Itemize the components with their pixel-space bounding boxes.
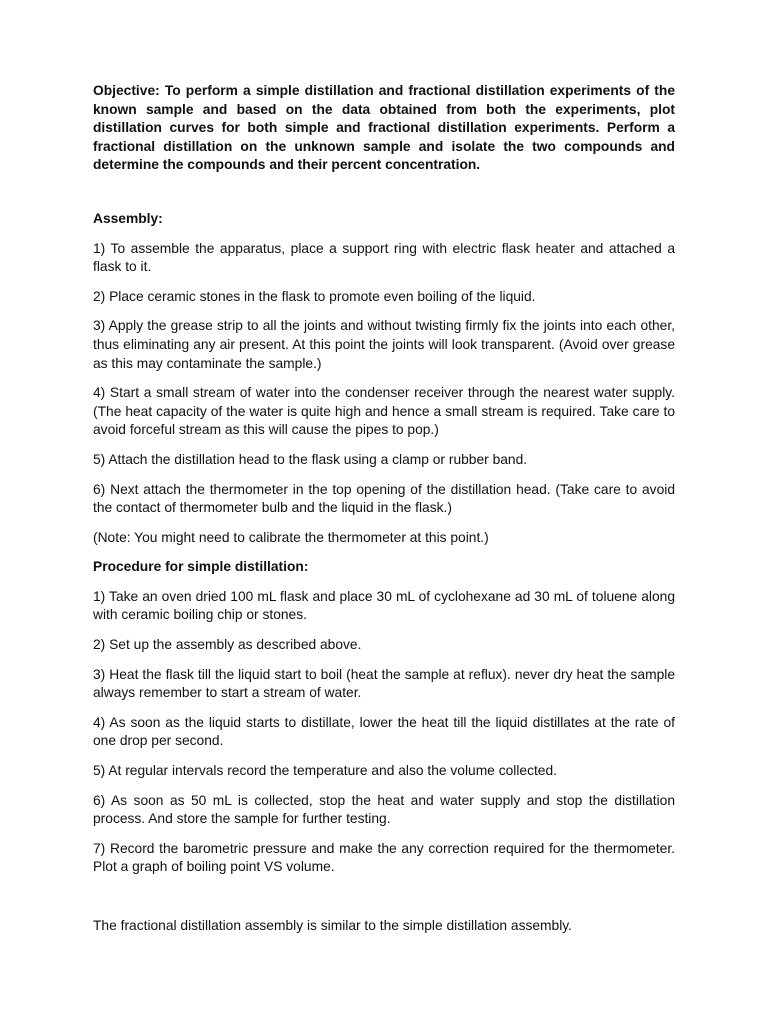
- procedure-step-3: 3) Heat the flask till the liquid start to boil (heat the sample at reflux). never dry heat the sample always remember to start a stream of water.: [93, 666, 675, 701]
- procedure-heading: Procedure for simple distillation:: [93, 559, 309, 575]
- assembly-heading: Assembly:: [93, 210, 163, 226]
- procedure-step-6: 6) As soon as 50 mL is collected, stop the heat and water supply and stop the distillation process. And store the sample for further testing.: [93, 792, 675, 827]
- procedure-step-7: 7) Record the barometric pressure and make the any correction required for the thermometer. Plot a graph of boiling point VS volume.: [93, 840, 675, 875]
- procedure-step-2: 2) Set up the assembly as described above.: [93, 637, 362, 653]
- assembly-step-6: 6) Next attach the thermometer in the top opening of the distillation head. (Take care to avoid the contact of thermometer bulb and the liquid in the flask.): [93, 481, 675, 516]
- assembly-step-4: 4) Start a small stream of water into the condenser receiver through the nearest water supply. (The heat capacity of the water is quite high and hence a small stream is required. Take care to avoid forceful stream as this will cause the pipes to pop.): [93, 385, 675, 438]
- assembly-step-2: 2) Place ceramic stones in the flask to promote even boiling of the liquid.: [93, 288, 536, 304]
- assembly-step-5: 5) Attach the distillation head to the flask using a clamp or rubber band.: [93, 451, 528, 467]
- assembly-step-1: 1) To assemble the apparatus, place a support ring with electric flask heater and attached a flask to it.: [93, 240, 675, 275]
- procedure-step-1: 1) Take an oven dried 100 mL flask and place 30 mL of cyclohexane ad 30 mL of toluene along with ceramic boiling chip or stones.: [93, 588, 675, 623]
- closing-paragraph: The fractional distillation assembly is similar to the simple distillation assembly.: [93, 918, 572, 933]
- procedure-step-4: 4) As soon as the liquid starts to distillate, lower the heat till the liquid distillates at the rate of one drop per second.: [93, 714, 675, 749]
- assembly-note: (Note: You might need to calibrate the thermometer at this point.): [93, 529, 489, 545]
- procedure-step-5: 5) At regular intervals record the temperature and also the volume collected.: [93, 763, 557, 779]
- assembly-step-3: 3) Apply the grease strip to all the joints and without twisting firmly fix the joints into each other, thus eliminating any air present. At this point the joints will look transparent. (Avoid over grease as this may contaminate the sample.): [93, 318, 675, 371]
- objective-paragraph: Objective: To perform a simple distillation and fractional distillation experiments of the known sample and based on the data obtained from both the experiments, plot distillation curves for both simple and fractional distillation experiments. Perform a fractional distillation on the unknown sample and isolate the two compounds and determine the compounds and their percent concentration.: [93, 83, 675, 173]
